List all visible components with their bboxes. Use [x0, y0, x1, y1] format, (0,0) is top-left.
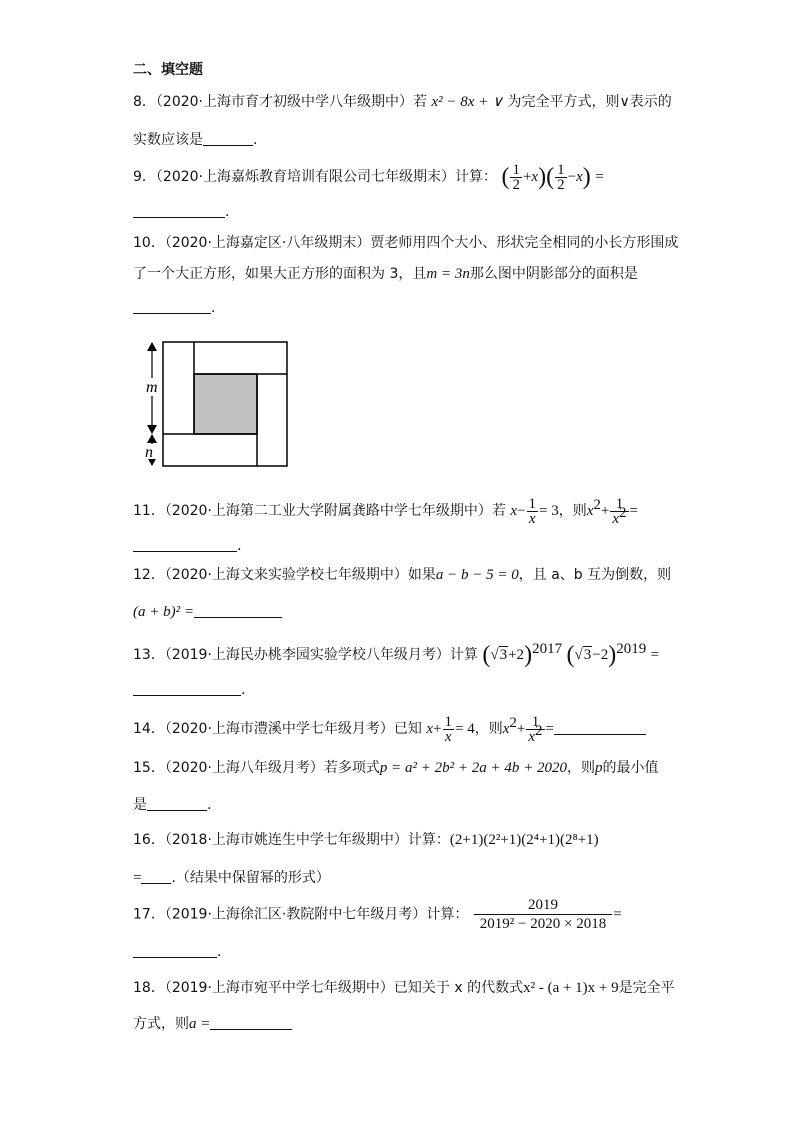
paren: ) — [582, 164, 591, 190]
numerator: 1 — [512, 161, 520, 178]
label-m: m — [146, 379, 158, 396]
question-13-line-2 — [133, 680, 245, 700]
numerator: 2019 — [474, 896, 612, 915]
q14-prefix: 14．（2020·上海市澧溪中学七年级月考）已知 — [133, 721, 422, 737]
arrow-head — [147, 434, 157, 443]
q18-suffix: 是完全平 — [618, 980, 675, 996]
q12-line2-expr: (a + b)² = — [133, 604, 194, 620]
fraction — [555, 163, 567, 192]
variable: x — [531, 169, 539, 185]
q18-prefix: 18．（2019·上海市宛平中学七年级期中）已知关于 x 的代数式 — [133, 980, 524, 996]
question-11-line-1: 11．（2020·上海第二工业大学附属龚路中学七年级期中）若 x− $\frac{1}{x}$ = 3，则$x^2+$ $\frac{1}{x^2}$ = — [133, 495, 638, 527]
q8-suffix: 为完全平方式，则∨表示的 — [507, 94, 672, 110]
q10-suffix: 那么图中阴影部分的面积是 — [469, 266, 638, 282]
question-10-line-3 — [133, 298, 215, 318]
answer-blank[interactable] — [133, 943, 217, 958]
fraction — [510, 163, 522, 192]
question-8-line-1 — [133, 92, 672, 112]
denominator: 2 — [557, 176, 565, 193]
question-12-line-2 — [133, 602, 282, 622]
question-9-line-1: 9．（2020·上海嘉烁教育培训有限公司七年级期末）计算： ( $\frac{1}{2}$ +x)( $\frac{1}{2}$ −x) = — [133, 161, 604, 193]
q14-mid: ，则 — [474, 721, 503, 737]
q18-expr: x² - (a + 1)x + 9 — [523, 980, 619, 996]
q11-end: . — [237, 538, 242, 554]
question-10-line-1: 10．（2020·上海嘉定区·八年级期末）贾老师用四个大小、形状完全相同的小长方形围成 — [133, 235, 679, 251]
fraction: $\frac{1}{x^2}$ — [528, 713, 543, 745]
variable: x — [576, 169, 583, 185]
answer-blank[interactable] — [210, 1015, 292, 1030]
equals: = — [595, 169, 604, 185]
denominator: 2019² − 2020 × 2018 — [479, 916, 607, 932]
question-11-line-2 — [133, 536, 241, 556]
question-17-line-1 — [133, 896, 622, 933]
answer-blank[interactable] — [133, 537, 237, 552]
answer-blank[interactable] — [554, 720, 646, 735]
q8-expr: x² − 8x + ∨ — [431, 94, 503, 110]
q12-suffix: ，且 a、b 互为倒数，则 — [518, 567, 672, 583]
q15-line2: 是 — [133, 797, 147, 813]
equals: = — [629, 503, 638, 519]
question-18-line-2 — [133, 1014, 292, 1034]
exponent: 2019 — [616, 641, 647, 657]
fraction — [474, 896, 612, 933]
q15-suffix2: 的最小值 — [602, 760, 659, 776]
q15-prefix: 15．（2020·上海八年级月考）若多项式 — [133, 760, 380, 776]
q8-end: . — [253, 132, 258, 148]
answer-blank[interactable] — [203, 131, 253, 146]
square-figure — [135, 338, 295, 472]
q15-p: p — [595, 760, 603, 776]
q15-end: . — [207, 797, 212, 813]
equals: = — [545, 721, 554, 737]
fraction: $\frac{1}{x}$ — [528, 495, 536, 527]
q16-expr: (2+1)(2²+1)(2⁴+1)(2⁸+1) — [449, 832, 599, 848]
q16-prefix: 16．（2018·上海市姚连生中学七年级期中）计算： — [133, 832, 450, 848]
q15-suffix: ，则 — [567, 760, 596, 776]
q17-prefix: 17．（2019·上海徐汇区·教院附中七年级月考）计算： — [133, 906, 469, 923]
q13-prefix: 13．（2019·上海民办桃李园实验学校八年级月考）计算 — [133, 647, 478, 663]
numerator: 1 — [557, 161, 565, 178]
answer-blank[interactable] — [194, 603, 282, 618]
answer-blank[interactable] — [133, 203, 225, 218]
question-12-line-1 — [133, 565, 671, 585]
q13-end: . — [241, 682, 246, 698]
paren: ( — [501, 164, 510, 190]
q18-line2-expr: a = — [189, 1016, 211, 1032]
arrow-head — [147, 425, 157, 434]
q10-end: . — [211, 300, 216, 316]
equals: = — [613, 906, 622, 923]
q9-prefix: 9．（2020·上海嘉烁教育培训有限公司七年级期末）计算： — [133, 169, 497, 185]
question-15-line-2 — [133, 795, 211, 815]
q15-expr: p = a² + 2b² + 2a + 4b + 2020 — [379, 760, 568, 776]
paren: ) — [538, 164, 547, 190]
section-title: 二、填空题 — [133, 62, 203, 78]
question-8-line-2 — [133, 130, 257, 150]
q9-end: . — [225, 204, 230, 220]
question-16-line-2 — [133, 868, 330, 888]
q12-expr: a − b − 5 = 0 — [435, 567, 519, 583]
question-16-line-1 — [133, 830, 599, 850]
q10-prefix: 了一个大正方形，如果大正方形的面积为 3，且 — [133, 266, 427, 282]
q8-prefix: 8．（2020·上海市育才初级中学八年级期中）若 — [133, 94, 427, 110]
fraction: $\frac{1}{x}$ — [444, 713, 452, 745]
answer-blank[interactable] — [133, 681, 241, 696]
denominator: 2 — [512, 176, 520, 193]
shaded-square — [194, 374, 257, 434]
q11-prefix: 11．（2020·上海第二工业大学附属龚路中学七年级期中）若 — [133, 503, 506, 519]
q12-prefix: 12．（2020·上海文来实验学校七年级期中）如果 — [133, 567, 436, 583]
question-15-line-1 — [133, 758, 659, 778]
question-18-line-1 — [133, 978, 675, 998]
equals: = — [650, 647, 660, 663]
paren: ( — [546, 164, 555, 190]
fraction: $\frac{1}{x^2}$ — [612, 495, 627, 527]
question-14-line-1: 14．（2020·上海市澧溪中学七年级月考）已知 x+ $\frac{1}{x}$ = 4，则$x^2+$ $\frac{1}{x^2}$ = — [133, 712, 646, 746]
answer-blank[interactable] — [141, 869, 171, 884]
q16-note: .（结果中保留幂的形式） — [171, 870, 330, 886]
q10-expr: m = 3n — [426, 266, 470, 282]
q16-eq: = — [133, 870, 142, 886]
exponent: 2017 — [532, 641, 563, 657]
q11-mid: ，则 — [558, 503, 587, 519]
question-17-line-2 — [133, 942, 221, 962]
label-n: n — [145, 444, 153, 461]
arrow-head — [147, 342, 157, 351]
question-9-line-2 — [133, 202, 229, 222]
answer-blank[interactable] — [133, 299, 211, 314]
q8-line2-text: 实数应该是 — [133, 132, 203, 148]
question-13-line-1: 13．（2019·上海民办桃李园实验学校八年级月考）计算 $(√3+2)^{2017}$ $(√3-2)^{2019}$ = — [133, 641, 660, 668]
answer-blank[interactable] — [147, 796, 207, 811]
question-10-line-2 — [133, 264, 638, 284]
q18-line2: 方式，则 — [133, 1016, 189, 1032]
q17-end: . — [217, 944, 222, 960]
